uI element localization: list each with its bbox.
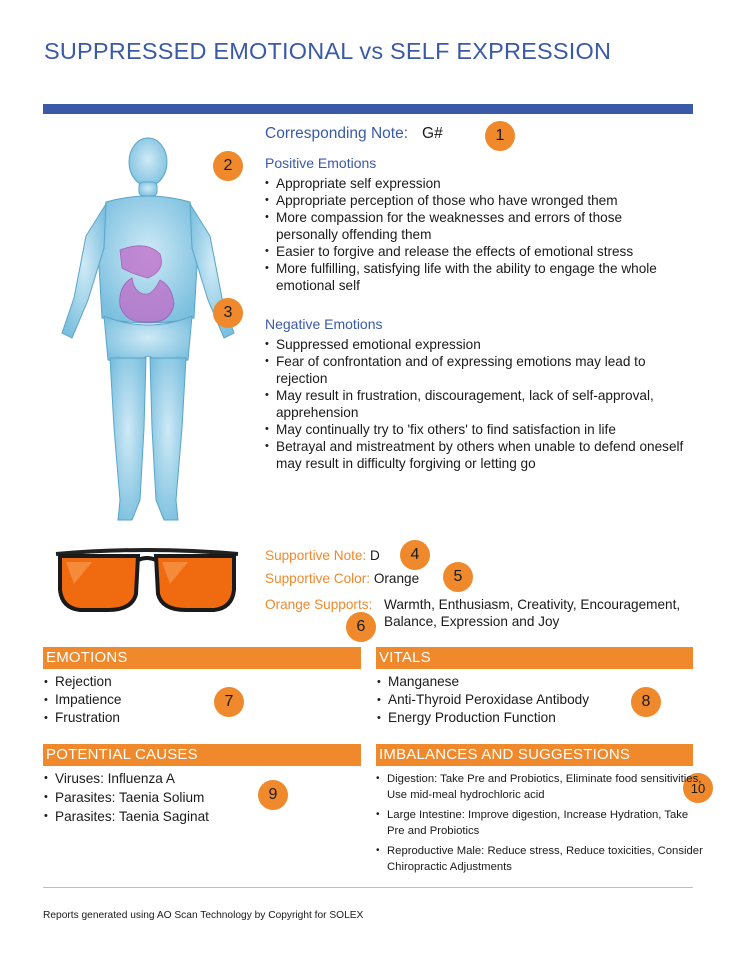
marker-badge: 9: [258, 780, 288, 810]
corresponding-note-label: Corresponding Note:: [265, 125, 409, 142]
list-item: • Large Intestine: Improve digestion, Increase Hydration, Take Pre and Probiotics: [376, 807, 706, 839]
orange-glasses-illustration: [52, 544, 242, 620]
marker-badge: 3: [213, 298, 243, 328]
list-item: • Parasites: Taenia Solium: [43, 788, 343, 807]
list-item: • Appropriate self expression: [265, 175, 685, 192]
supportive-note-value: D: [370, 548, 380, 563]
supportive-color-value: Orange: [373, 571, 420, 586]
orange-supports-label: Orange Supports:: [265, 597, 373, 612]
footer-text: Reports generated using AO Scan Technology by Copyright for SOLEX: [43, 910, 364, 921]
list-item: • Anti-Thyroid Peroxidase Antibody: [376, 691, 676, 709]
potential-causes-list: [43, 769, 343, 826]
supportive-note: [265, 547, 380, 564]
human-body-illustration: [48, 128, 248, 536]
list-item: • Frustration: [43, 709, 343, 727]
vitals-list: [376, 673, 676, 727]
marker-badge: 6: [346, 612, 376, 642]
imbalances-list: [376, 771, 706, 879]
supportive-note-label: Supportive Note:: [265, 548, 367, 563]
corresponding-note-value: G#: [422, 125, 443, 142]
list-item: • Appropriate perception of those who have wronged them: [265, 192, 685, 209]
list-item: • Manganese: [376, 673, 676, 691]
list-item: • Impatience: [43, 691, 343, 709]
marker-badge: 8: [631, 687, 661, 717]
emotions-heading: EMOTIONS: [43, 647, 361, 669]
footer-divider: [43, 887, 693, 888]
marker-badge: 5: [443, 562, 473, 592]
list-item: • May result in frustration, discouragement, lack of self-approval, apprehension: [265, 387, 685, 421]
list-item: • Reproductive Male: Reduce stress, Reduce toxicities, Consider Chiropractic Adjustments: [376, 843, 706, 875]
positive-emotions-heading: Positive Emotions: [265, 155, 377, 171]
emotions-list: [43, 673, 343, 727]
corresponding-note: [265, 125, 443, 143]
marker-badge: 1: [485, 121, 515, 151]
vitals-heading: VITALS: [376, 647, 693, 669]
negative-emotions-heading: Negative Emotions: [265, 316, 383, 332]
list-item: • Rejection: [43, 673, 343, 691]
positive-emotions-list: [265, 175, 685, 294]
list-item: • Betrayal and mistreatment by others when unable to defend oneself may result in difficulty forgiving or letting go: [265, 438, 685, 472]
page-title: SUPPRESSED EMOTIONAL vs SELF EXPRESSION: [44, 38, 612, 64]
list-item: • More fulfilling, satisfying life with the ability to engage the whole emotional self: [265, 260, 685, 294]
list-item: • Parasites: Taenia Saginat: [43, 807, 343, 826]
list-item: • Energy Production Function: [376, 709, 676, 727]
marker-badge: 10: [683, 773, 713, 803]
list-item: • More compassion for the weaknesses and errors of those personally offending them: [265, 209, 685, 243]
list-item: • Viruses: Influenza A: [43, 769, 343, 788]
negative-emotions-list: [265, 336, 685, 472]
orange-supports: [265, 596, 705, 630]
list-item: • Suppressed emotional expression: [265, 336, 685, 353]
supportive-color-label: Supportive Color:: [265, 571, 371, 586]
list-item: • Digestion: Take Pre and Probiotics, Eliminate food sensitivities, Use mid-meal hydrochloric acid: [376, 771, 706, 803]
potential-causes-heading: POTENTIAL CAUSES: [43, 744, 361, 766]
title-divider-bar: [43, 104, 693, 114]
list-item: • May continually try to 'fix others' to find satisfaction in life: [265, 421, 685, 438]
marker-badge: 7: [214, 687, 244, 717]
list-item: • Easier to forgive and release the effects of emotional stress: [265, 243, 685, 260]
marker-badge: 4: [400, 540, 430, 570]
marker-badge: 2: [213, 151, 243, 181]
list-item: • Fear of confrontation and of expressing emotions may lead to rejection: [265, 353, 685, 387]
orange-supports-value: Warmth, Enthusiasm, Creativity, Encouragement, Balance, Expression and Joy: [384, 597, 681, 629]
imbalances-heading: IMBALANCES AND SUGGESTIONS: [376, 744, 693, 766]
supportive-color: [265, 570, 419, 587]
